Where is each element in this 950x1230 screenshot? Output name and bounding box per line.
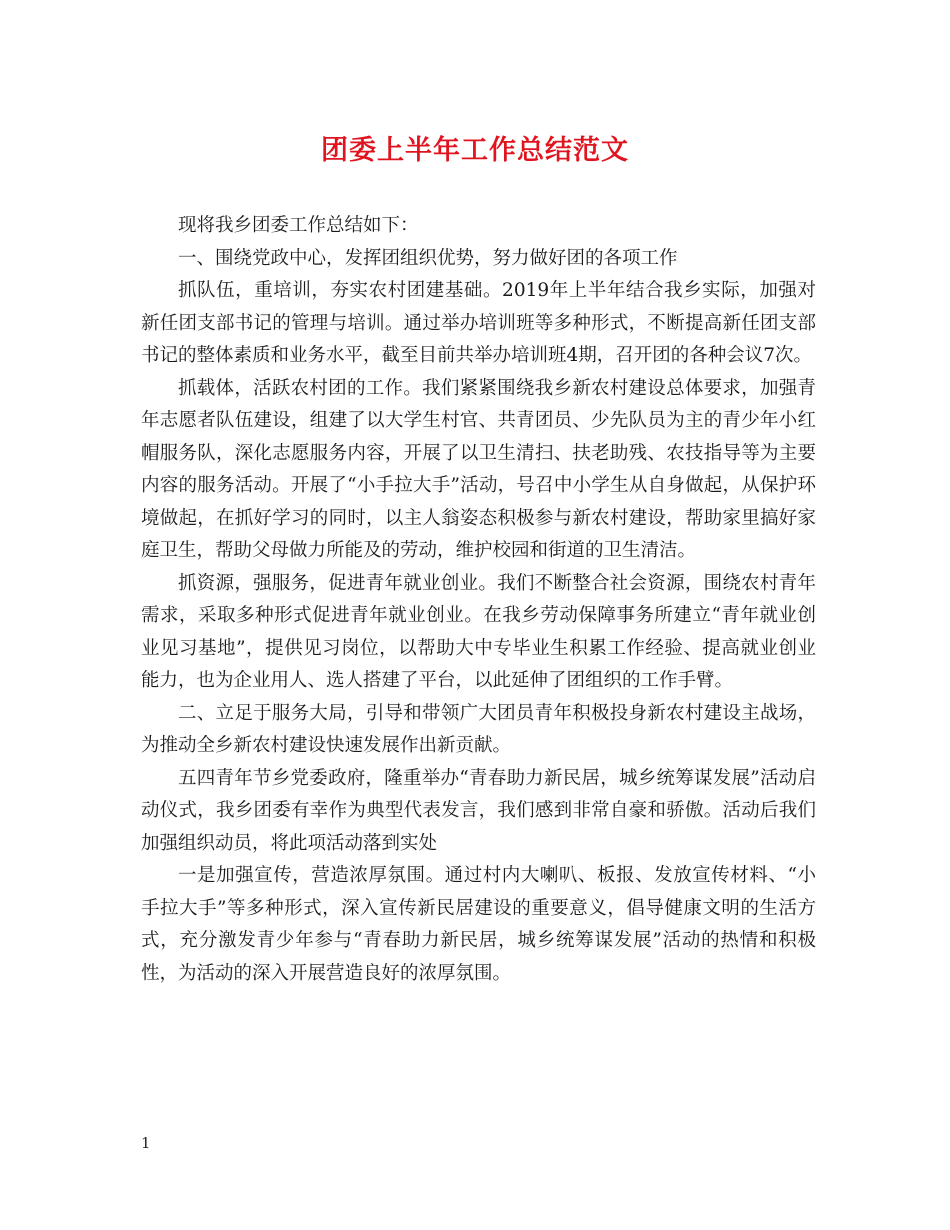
paragraph-section-2-heading: 二、立足于服务大局，引导和带领广大团员青年积极投身新农村建设主战场，为推动全乡新农村建设快速发展作出新贡献。 <box>141 702 816 756</box>
paragraph-intro: 现将我乡团委工作总结如下： <box>178 215 419 236</box>
paragraph-volunteer-activities: 抓载体，活跃农村团的工作。我们紧紧围绕我乡新农村建设总体要求，加强青年志愿者队伍建设，组建了以大学生村官、共青团员、少先队员为主的青少年小红帽服务队，深化志愿服务内容，开展了以卫生清扫、扶老助残、农技指导等为主要内容的服务活动。开展了“小手拉大手”活动，号召中小学生从自身做起，从保护环境做起，在抓好学习的同时，以主人翁姿态积极参与新农村建设，帮助家里搞好家庭卫生，帮助父母做力所能及的劳动，维护校园和街道的卫生清洁。 <box>141 377 816 561</box>
paragraph-youth-employment: 抓资源，强服务，促进青年就业创业。我们不断整合社会资源，围绕农村青年需求，采取多种形式促进青年就业创业。在我乡劳动保障事务所建立“青年就业创业见习基地”，提供见习岗位，以帮助大中专毕业生积累工作经验、提高就业创业能力，也为企业用人、选人搭建了平台，以此延伸了团组织的工作手臂。 <box>141 572 816 691</box>
document-title: 团委上半年工作总结范文 <box>321 135 629 166</box>
paragraph-section-1-heading: 一、围绕党政中心，发挥团组织优势，努力做好团的各项工作 <box>178 247 678 269</box>
page-number: 1 <box>141 1134 151 1152</box>
document-body <box>141 210 816 990</box>
paragraph-publicity: 一是加强宣传，营造浓厚氛围。通过村内大喇叭、板报、发放宣传材料、“小手拉大手”等多种形式，深入宣传新民居建设的重要意义，倡导健康文明的生活方式，充分激发青少年参与“青春助力新民居，城乡统筹谋发展”活动的热情和积极性，为活动的深入开展营造良好的浓厚氛围。 <box>141 865 816 984</box>
paragraph-may-fourth-event: 五四青年节乡党委政府，隆重举办“青春助力新民居，城乡统筹谋发展”活动启动仪式，我乡团委有幸作为典型代表发言，我们感到非常自豪和骄傲。活动后我们加强组织动员，将此项活动落到实处 <box>141 767 816 854</box>
paragraph-team-training: 抓队伍，重培训，夯实农村团建基础。2019年上半年结合我乡实际，加强对新任团支部书记的管理与培训。通过举办培训班等多种形式，不断提高新任团支部书记的整体素质和业务水平，截至目前共举办培训班4期，召开团的各种会议7次。 <box>141 280 816 366</box>
